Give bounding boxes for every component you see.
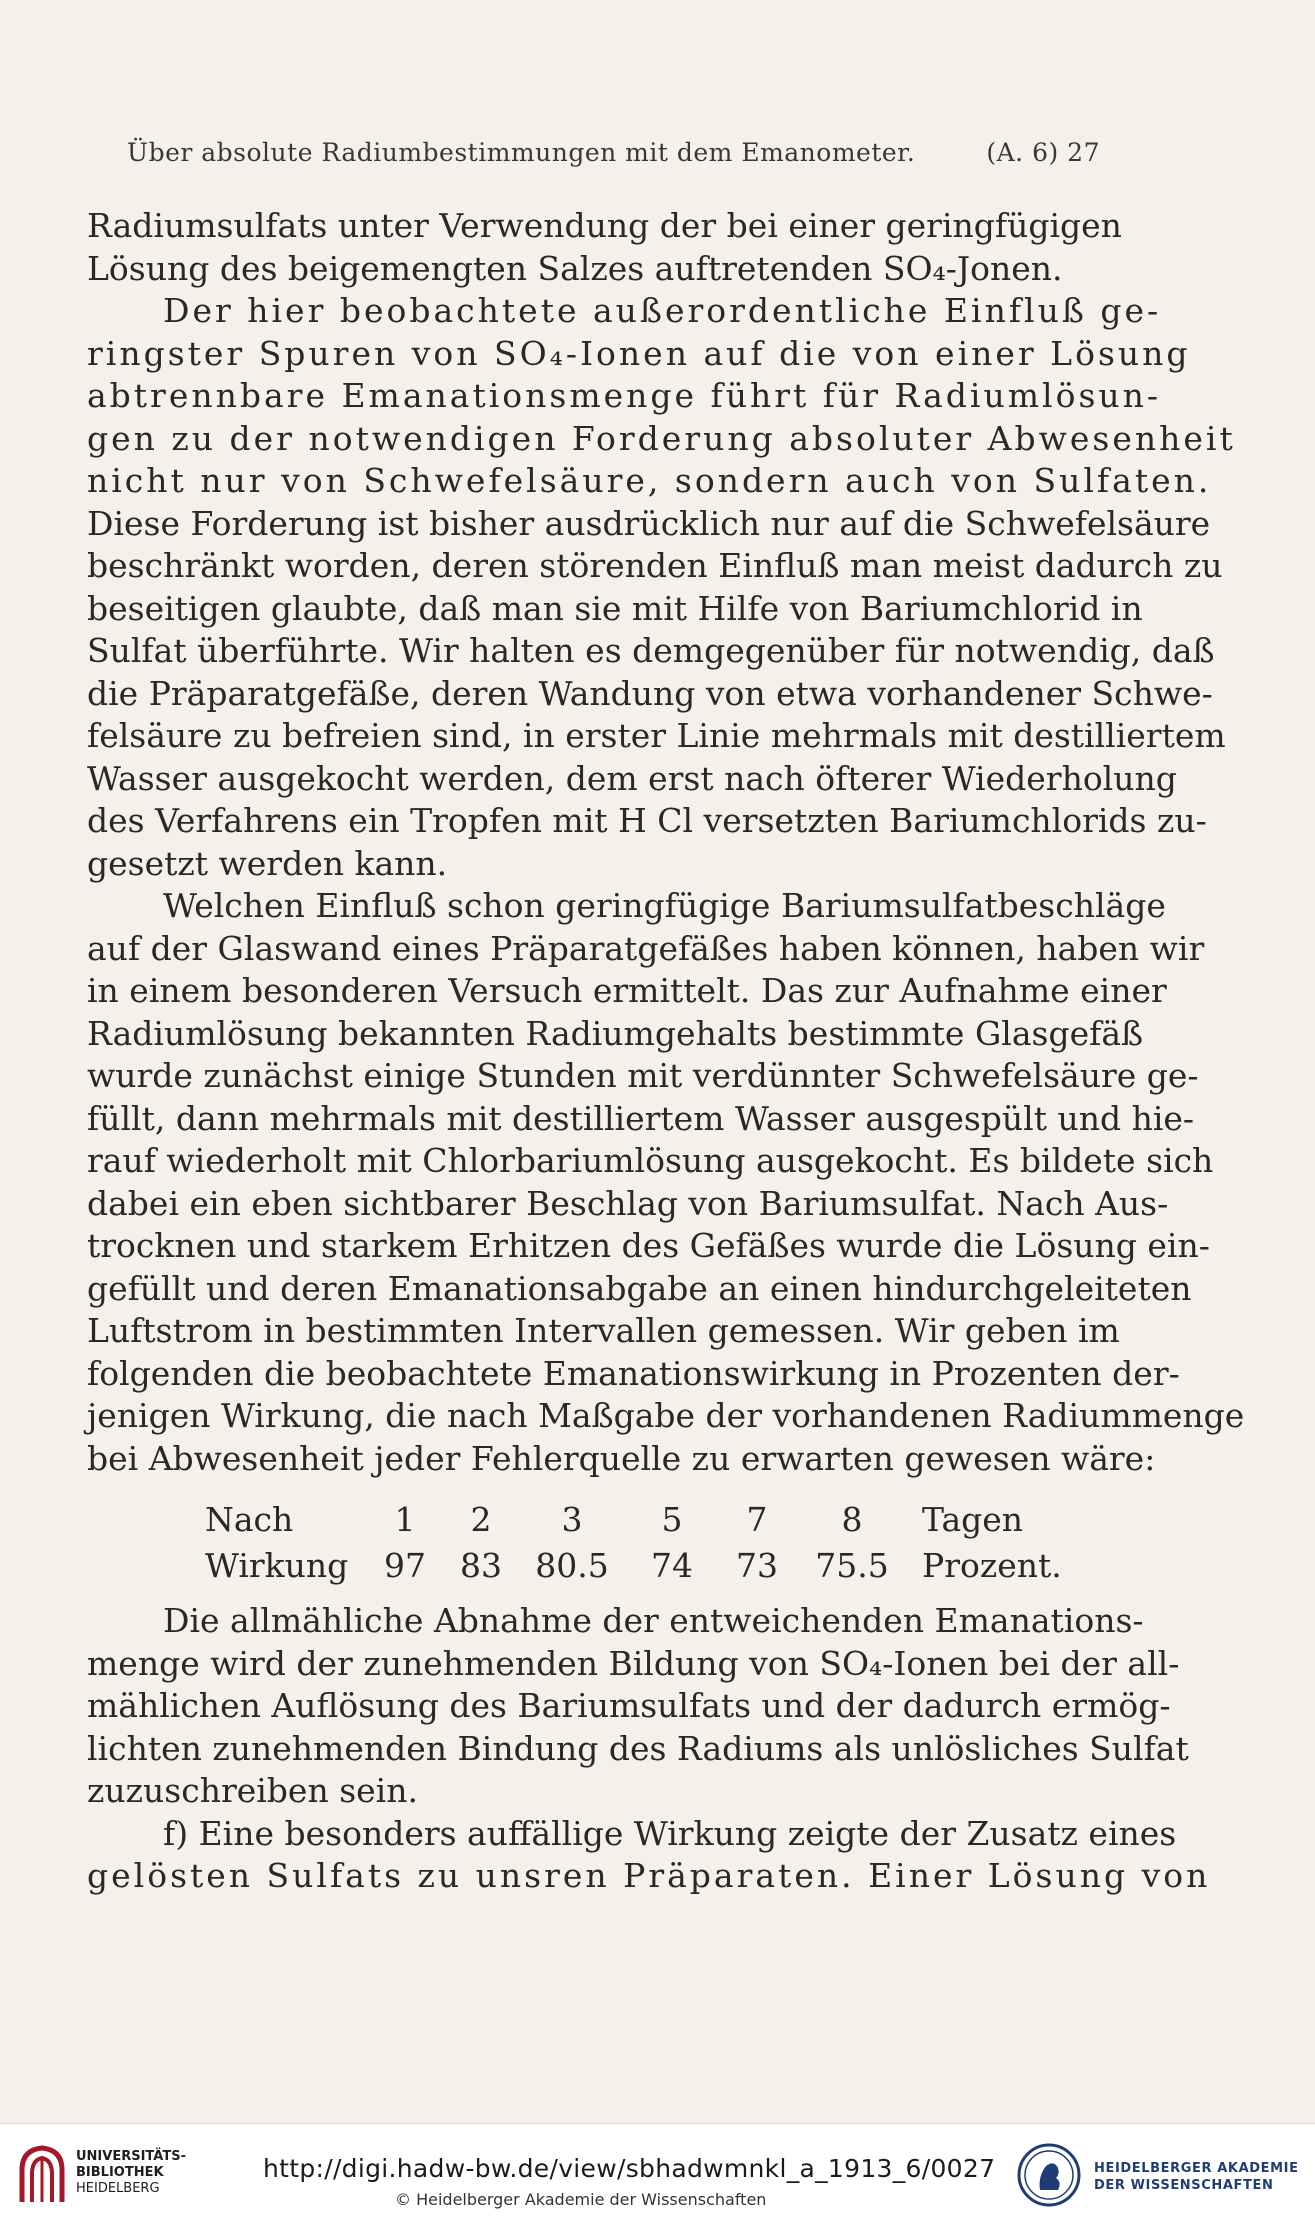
body-text (87, 205, 1245, 1480)
table-cell: 7 (746, 1499, 768, 1539)
text-line: Wasser ausgekocht werden, dem erst nach öfterer Wiederholung (87, 758, 1177, 798)
table-cell: 73 (736, 1545, 778, 1585)
table-cell: 1 (394, 1499, 416, 1539)
text-line: Diese Forderung ist bisher ausdrücklich nur auf die Schwefelsäure (87, 503, 1211, 543)
text-line: Die allmähliche Abnahme der entweichenden Emanations- (163, 1601, 1144, 1640)
text-line: wurde zunächst einige Stunden mit verdünnter Schwefelsäure ge- (87, 1056, 1199, 1095)
text-line: Sulfat überführte. Wir halten es demgegenüber für notwendig, daß (87, 631, 1215, 670)
library-name-line: BIBLIOTHEK (76, 2165, 164, 2180)
table-cell: 75.5 (815, 1545, 889, 1585)
table-row (205, 1542, 1062, 1588)
table-cell: Tagen (922, 1499, 1024, 1539)
permalink-url[interactable]: http://digi.hadw-bw.de/view/sbhadwmnkl_a_1913_6/0027 (263, 2154, 996, 2183)
table-cell: 8 (841, 1499, 863, 1539)
header-page-reference: (A. 6) 27 (986, 138, 1100, 167)
text-line: beseitigen glaubte, daß man sie mit Hilfe von Bariumchlorid in (87, 588, 1143, 628)
table-cell: 74 (651, 1545, 693, 1585)
text-line: auf der Glaswand eines Präparatgefäßes haben können, haben wir (87, 928, 1205, 968)
header-title: Über absolute Radiumbestimmungen mit dem Emanometer. (127, 138, 916, 167)
table-cell: 80.5 (535, 1545, 609, 1585)
table-cell: Wirkung (205, 1545, 349, 1585)
text-line: Radiumlösung bekannten Radiumgehalts bestimmte Glasgefäß (87, 1013, 1144, 1053)
text-line: gen zu der notwendigen Forderung absoluter Abwesenheit (87, 418, 1236, 458)
text-line: Lösung des beigemengten Salzes auftretenden SO₄-Jonen. (87, 248, 1063, 288)
academy-name-line: DER WISSENSCHAFTEN (1094, 2178, 1274, 2193)
text-line: menge wird der zunehmenden Bildung von SO₄-Ionen bei der all- (87, 1643, 1180, 1683)
academy-name-line: HEIDELBERGER AKADEMIE (1094, 2161, 1299, 2176)
academy-name (1094, 2160, 1299, 2194)
text-line: in einem besonderen Versuch ermittelt. Das zur Aufnahme einer (87, 971, 1167, 1010)
library-name (76, 2149, 186, 2197)
text-line: ringster Spuren von SO₄-Ionen auf die von einer Lösung (87, 333, 1191, 373)
text-line: bei Abwesenheit jeder Fehlerquelle zu erwarten gewesen wäre: (87, 1438, 1156, 1478)
text-line: Welchen Einfluß schon geringfügige Bariumsulfatbeschläge (163, 886, 1166, 925)
text-line: folgenden die beobachtete Emanationswirkung in Prozenten der- (87, 1353, 1180, 1393)
text-line: mählichen Auflösung des Bariumsulfats und der dadurch ermög- (87, 1686, 1171, 1725)
text-line: zuzuschreiben sein. (87, 1771, 418, 1810)
text-line: jenigen Wirkung, die nach Maßgabe der vorhandenen Radiummenge (87, 1396, 1245, 1435)
body-text-continued (87, 1600, 1211, 1898)
text-line: felsäure zu befreien sind, in erster Linie mehrmals mit destilliertem (87, 716, 1226, 755)
library-name-line: HEIDELBERG (76, 2181, 160, 2196)
table-cell: 2 (470, 1499, 492, 1539)
university-library-logo-icon (14, 2144, 70, 2206)
table-cell: 97 (384, 1545, 426, 1585)
text-line: f) Eine besonders auffällige Wirkung zeigte der Zusatz eines (163, 1813, 1177, 1853)
text-line: abtrennbare Emanationsmenge führt für Radiumlösun- (87, 376, 1162, 415)
table-cell: 5 (661, 1499, 683, 1539)
text-line: gelösten Sulfats zu unsren Präparaten. Einer Lösung von (87, 1856, 1211, 1895)
table-cell: 83 (460, 1545, 502, 1585)
text-line: gesetzt werden kann. (87, 843, 448, 883)
text-line: dabei ein eben sichtbarer Beschlag von Bariumsulfat. Nach Aus- (87, 1183, 1169, 1223)
text-line: Luftstrom in bestimmten Intervallen gemessen. Wir geben im (87, 1311, 1120, 1350)
copyright-notice: © Heidelberger Akademie der Wissenschaften (395, 2190, 767, 2209)
text-line: trocknen und starkem Erhitzen des Gefäßes wurde die Lösung ein- (87, 1226, 1210, 1265)
table-row (205, 1496, 1062, 1542)
text-line: Radiumsulfats unter Verwendung der bei einer geringfügigen (87, 206, 1122, 245)
table-cell: Prozent. (922, 1545, 1062, 1585)
academy-seal-icon (1016, 2142, 1082, 2208)
text-line: des Verfahrens ein Tropfen mit H Cl versetzten Bariumchlorids zu- (87, 801, 1207, 840)
text-line: füllt, dann mehrmals mit destilliertem Wasser ausgespült und hie- (87, 1098, 1195, 1138)
text-line: gefüllt und deren Emanationsabgabe an einen hindurchgeleiteten (87, 1268, 1192, 1308)
results-table (205, 1496, 1062, 1588)
library-name-line: UNIVERSITÄTS- (76, 2149, 186, 2164)
text-line: beschränkt worden, deren störenden Einfluß man meist dadurch zu (87, 546, 1223, 585)
text-line: Der hier beobachtete außerordentliche Einfluß ge- (163, 291, 1162, 330)
footer-bar (0, 2123, 1315, 2226)
table-cell: Nach (205, 1499, 294, 1539)
text-line: nicht nur von Schwefelsäure, sondern auch von Sulfaten. (87, 461, 1212, 500)
text-line: lichten zunehmenden Bindung des Radiums als unlösliches Sulfat (87, 1728, 1189, 1768)
text-line: rauf wiederholt mit Chlorbariumlösung ausgekocht. Es bildete sich (87, 1141, 1214, 1180)
table-cell: 3 (561, 1499, 583, 1539)
text-line: die Präparatgefäße, deren Wandung von etwa vorhandener Schwe- (87, 673, 1213, 713)
